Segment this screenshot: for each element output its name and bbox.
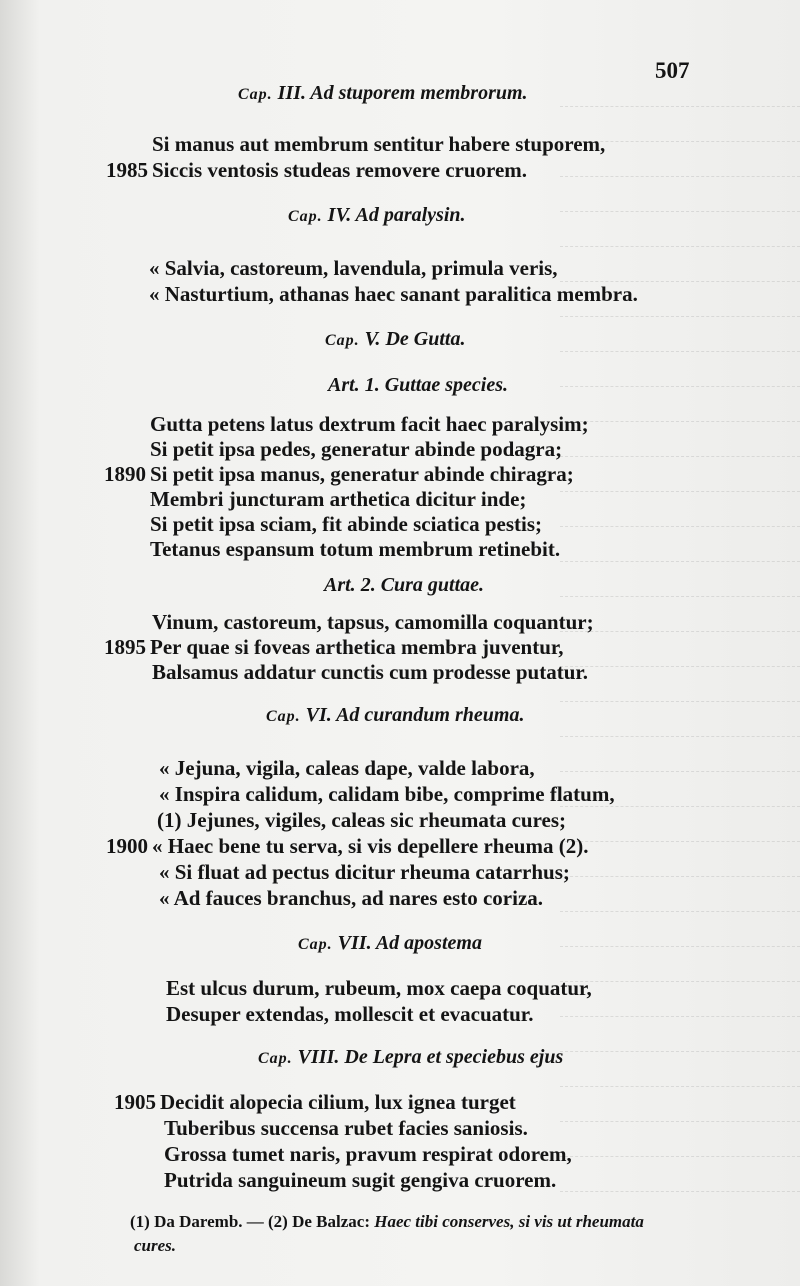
verse-line: Desuper extendas, mollescit et evacuatur. [166,1002,534,1026]
page-number: 507 [655,58,690,83]
verse-line: Si petit ipsa sciam, fit abinde sciatica pestis; [150,512,542,536]
verse-line: 1985 Siccis ventosis studeas removere cruorem. [106,158,528,182]
chapter-heading: Cap. III. Ad stuporem membrorum. [238,82,528,104]
verse-line: « Salvia, castoreum, lavendula, primula veris, [149,256,558,280]
verse-line: Tetanus espansum totum membrum retinebit. [150,537,561,561]
verse-line: « Si fluat ad pectus dicitur rheuma catarrhus; [159,860,570,884]
verse-line: « Nasturtium, athanas haec sanant paralitica membra. [149,282,638,306]
verse-line: (1) Jejunes, vigiles, caleas sic rheumata cures; [157,808,567,832]
chapter-heading: Cap. IV. Ad paralysin. [288,204,466,226]
verse-line: Si manus aut membrum sentitur habere stuporem, [152,132,606,156]
verse-line: Balsamus addatur cunctis cum prodesse putatur. [152,660,589,684]
verse-line: Membri juncturam arthetica dicitur inde; [150,487,527,511]
verse-line: 1895 Per quae si foveas arthetica membra juventur, [104,635,564,659]
verse-line: Gutta petens latus dextrum facit haec paralysim; [150,412,589,436]
chapter-heading: Cap. VI. Ad curandum rheuma. [266,704,525,726]
verse-line: Vinum, castoreum, tapsus, camomilla coquantur; [152,610,594,634]
verse-line: Si petit ipsa pedes, generatur abinde podagra; [150,437,563,461]
verse-line: « Jejuna, vigila, caleas dape, valde labora, [159,756,535,780]
verse-line: 1900 « Haec bene tu serva, si vis depellere rheuma (2). [106,834,589,858]
verse-line: « Inspira calidum, calidam bibe, comprime flatum, [159,782,615,806]
chapter-heading: Cap. VIII. De Lepra et speciebus ejus [258,1046,564,1068]
verse-line: Grossa tumet naris, pravum respirat odorem, [164,1142,572,1166]
bleed-through-text [560,80,800,1200]
verse-line: Est ulcus durum, rubeum, mox caepa coquatur, [166,976,592,1000]
verse-line: Putrida sanguineum sugit gengiva cruorem. [164,1168,557,1192]
footnote-continuation: cures. [134,1236,177,1255]
article-heading: Art. 1. Guttae species. [328,374,508,396]
article-heading: Art. 2. Cura guttae. [324,574,485,596]
chapter-heading: Cap. V. De Gutta. [325,328,466,350]
chapter-heading: Cap. VII. Ad apostema [298,932,482,954]
verse-line: Tuberibus succensa rubet facies saniosis. [164,1116,528,1140]
footnote: (1) Da Daremb. — (2) De Balzac: Haec tibi conserves, si vis ut rheumata [130,1212,644,1231]
verse-line: 1905 Decidit alopecia cilium, lux ignea turget [114,1090,516,1114]
verse-line: « Ad fauces branchus, ad nares esto coriza. [159,886,544,910]
verse-line: 1890 Si petit ipsa manus, generatur abinde chiragra; [104,462,574,486]
